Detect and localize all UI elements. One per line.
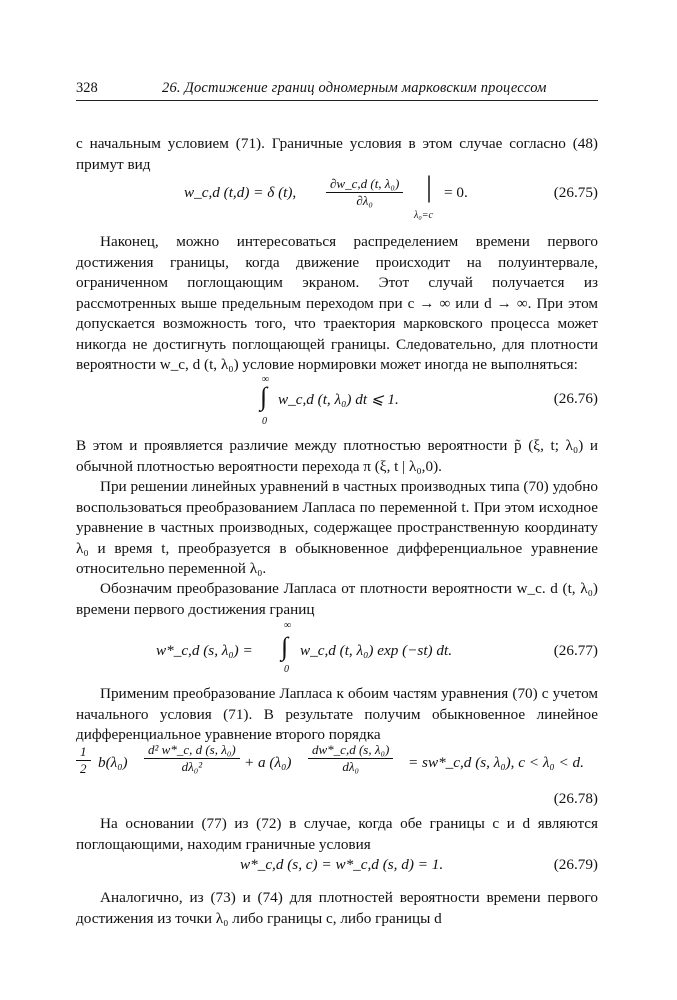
eq-78-frac1 bbox=[144, 742, 240, 775]
eq-77-body: w_c,d (t, λ₀) exp (−st) dt. bbox=[300, 642, 453, 659]
eq-75-eval-at: λ₀=c bbox=[414, 210, 433, 221]
eq-78-b: b(λ₀) bbox=[98, 754, 128, 771]
eq-77-lower: 0 bbox=[284, 664, 289, 675]
eq-75-frac-den: ∂λ₀ bbox=[356, 193, 373, 208]
running-header bbox=[76, 80, 598, 102]
eq-75-eval-bar: | bbox=[426, 170, 433, 203]
paragraph-4: При решении линейных уравнений в частных производных типа (70) удобно воспользоваться преобразованием Лапласа по переменной t. При этом исходное уравнение в частных производных, содержащее пространственную координату λ₀ и время t, преобразуется в обыкновенное дифференциальное уравнение относительно переменной λ₀. bbox=[76, 478, 598, 577]
eq-78-coef-num: 1 bbox=[76, 744, 91, 761]
equation-26-79 bbox=[76, 856, 598, 880]
eq-76-upper: ∞ bbox=[262, 374, 270, 385]
eq-78-frac1-den: dλ₀² bbox=[181, 759, 203, 774]
eq-75-frac-num: ∂w_c,d (t, λ₀) bbox=[326, 176, 403, 193]
eq-75-number: (26.75) bbox=[553, 184, 598, 201]
eq-78-frac1-num: d² w*_c, d (s, λ₀) bbox=[144, 742, 240, 759]
eq-76-integral-icon: ∫ bbox=[260, 382, 268, 411]
eq-79-number: (26.79) bbox=[553, 856, 598, 873]
eq-78-frac2-den: dλ₀ bbox=[342, 759, 359, 774]
eq-75-rhs: = 0. bbox=[444, 184, 468, 201]
eq-75-fraction bbox=[326, 176, 403, 209]
eq-78-coef-den: 2 bbox=[80, 761, 87, 776]
eq-77-integral-icon: ∫ bbox=[281, 632, 289, 661]
equation-26-76 bbox=[76, 376, 598, 430]
eq-76-body: w_c,d (t, λ₀) dt ⩽ 1. bbox=[278, 391, 399, 408]
eq-78-frac2 bbox=[308, 742, 393, 775]
eq-78-rhs: = sw*_c,d (s, λ₀), c < λ₀ < d. bbox=[408, 754, 584, 771]
equation-26-77 bbox=[76, 622, 598, 676]
eq-78-plus: + a (λ₀) bbox=[244, 754, 292, 771]
eq-77-number: (26.77) bbox=[553, 642, 598, 659]
page-number: 328 bbox=[76, 80, 98, 96]
eq-76-number: (26.76) bbox=[553, 390, 598, 407]
eq-76-lower: 0 bbox=[262, 416, 267, 427]
eq-78-coef bbox=[76, 744, 91, 777]
equation-26-75 bbox=[76, 170, 598, 226]
paragraph-7: На основании (77) из (72) в случае, когда обе границы c и d являются поглощающими, находим граничные условия bbox=[76, 815, 598, 853]
eq-78-number: (26.78) bbox=[553, 790, 598, 807]
eq-77-upper: ∞ bbox=[284, 620, 292, 631]
paragraph-1: с начальным условием (71). Граничные условия в этом случае согласно (48) примут вид bbox=[76, 135, 598, 173]
eq-75-lhs: w_c,d (t,d) = δ (t), bbox=[184, 184, 297, 201]
running-title: 26. Достижение границ одномерным марковским процессом bbox=[162, 80, 547, 96]
paragraph-2: Наконец, можно интересоваться распределением времени первого достижения границы, когда движение происходит на полуинтервале, ограниченном поглощающим экраном. Этот случай получается из рассмотренных выше предельным переходом при c → ∞ или d → ∞. При этом допускается возможность того, что траектория марковского процесса может никогда не достигнуть поглощающей границы. Следовательно, для плотности вероятности w_c, d (t, λ₀) условие нормировки может иногда не выполняться: bbox=[76, 233, 598, 373]
paragraph-3: В этом и проявляется различие между плотностью вероятности p̃ (ξ, t; λ₀) и обычной плотностью вероятности перехода π (ξ, t | λ₀,0). bbox=[76, 437, 598, 475]
paragraph-8: Аналогично, из (73) и (74) для плотностей вероятности времени первого достижения из точки λ₀ либо границы c, либо границы d bbox=[76, 889, 598, 927]
equation-26-78 bbox=[76, 744, 598, 814]
eq-77-lhs: w*_c,d (s, λ₀) = bbox=[156, 642, 253, 659]
paragraph-5: Обозначим преобразование Лапласа от плотности вероятности w_c. d (t, λ₀) времени первого достижения границ bbox=[76, 580, 598, 618]
eq-79-body: w*_c,d (s, c) = w*_c,d (s, d) = 1. bbox=[240, 856, 444, 873]
header-rule bbox=[76, 100, 598, 101]
paragraph-6: Применим преобразование Лапласа к обоим частям уравнения (70) с учетом начального условия (71). В результате получим обыкновенное линейное дифференциальное уравнение второго порядка bbox=[76, 685, 598, 743]
eq-78-frac2-num: dw*_c,d (s, λ₀) bbox=[308, 742, 393, 759]
